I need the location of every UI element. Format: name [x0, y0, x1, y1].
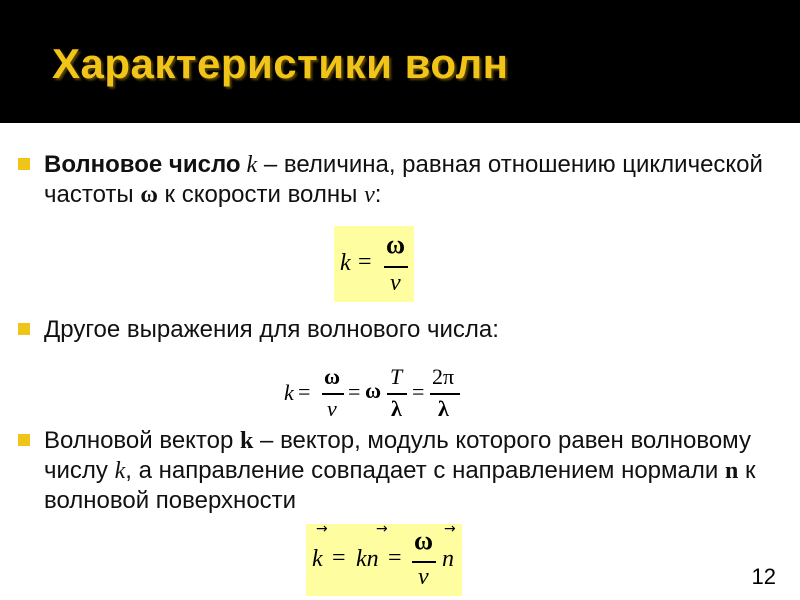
bullet-text-part: Другое выражения для волнового числа:: [44, 316, 499, 343]
bullet-other-expression: [44, 315, 784, 345]
bullet-marker: [18, 323, 30, 335]
formula-denominator: λ: [391, 396, 402, 421]
symbol-k-vector: k: [240, 428, 254, 454]
vector-arrow-icon: →: [444, 521, 456, 537]
formula-equals: =: [298, 379, 311, 404]
formula-denominator: v: [418, 564, 429, 590]
formula-numerator: T: [390, 364, 403, 389]
formula-k: k: [340, 250, 351, 276]
formula-wave-vector: [306, 521, 462, 596]
bullet-text-part: – вектор, модуль которого равен волновому числу: [44, 427, 751, 484]
bullet-text-part: к скорости волны: [157, 181, 365, 208]
bullet-wave-vector: [44, 426, 779, 516]
formula-equals: =: [388, 545, 402, 571]
formula-n: n: [442, 546, 454, 572]
term-wave-number: Волновое число: [44, 151, 241, 178]
symbol-n-vector: n: [724, 458, 739, 484]
bullet-text-part: :: [374, 181, 382, 208]
formula-equals: =: [358, 249, 372, 275]
symbol-omega: ω: [140, 182, 158, 208]
page-number: 12: [751, 564, 776, 589]
formula-equals: =: [412, 379, 425, 404]
formula-kn: kn: [356, 546, 379, 572]
formula-wave-number: [334, 226, 414, 302]
formula-omega: ω: [365, 378, 382, 403]
symbol-v: v: [364, 182, 375, 208]
bullet-text-part: Волновой вектор: [44, 427, 241, 454]
bullet-text-part: к волновой поверхности: [44, 457, 756, 514]
slide-title: Характеристики волн: [52, 40, 509, 87]
symbol-k: k: [246, 152, 258, 178]
formula-equals: =: [332, 545, 346, 571]
title-bar: [0, 0, 800, 123]
formula-numerator: ω: [386, 230, 406, 259]
formula-numerator: ω: [324, 364, 341, 389]
fraction-line: [384, 266, 408, 268]
formula-equals: =: [348, 379, 361, 404]
bullet-wave-number: [44, 150, 784, 210]
symbol-k: k: [114, 458, 126, 484]
fraction-line: [412, 561, 436, 563]
fraction-line: [430, 393, 460, 395]
formula-denominator: λ: [438, 396, 449, 421]
bullet-text-part: – величина, равная отношению циклической частоты: [44, 151, 763, 208]
formula-k: k: [312, 546, 323, 572]
fraction-line: [322, 393, 344, 395]
formula-alternative: [284, 362, 474, 422]
bullet-text-part: , а направление совпадает с направлением нормали: [125, 457, 725, 484]
formula-numerator: 2π: [432, 364, 455, 389]
vector-arrow-icon: →: [316, 521, 328, 537]
formula-k: k: [284, 380, 294, 405]
formula-denominator: v: [390, 270, 401, 296]
vector-arrow-icon: →: [376, 521, 388, 537]
formula-numerator: ω: [414, 526, 434, 555]
fraction-line: [387, 393, 407, 395]
bullet-marker: [18, 158, 30, 170]
formula-denominator: v: [327, 396, 337, 421]
bullet-marker: [18, 434, 30, 446]
